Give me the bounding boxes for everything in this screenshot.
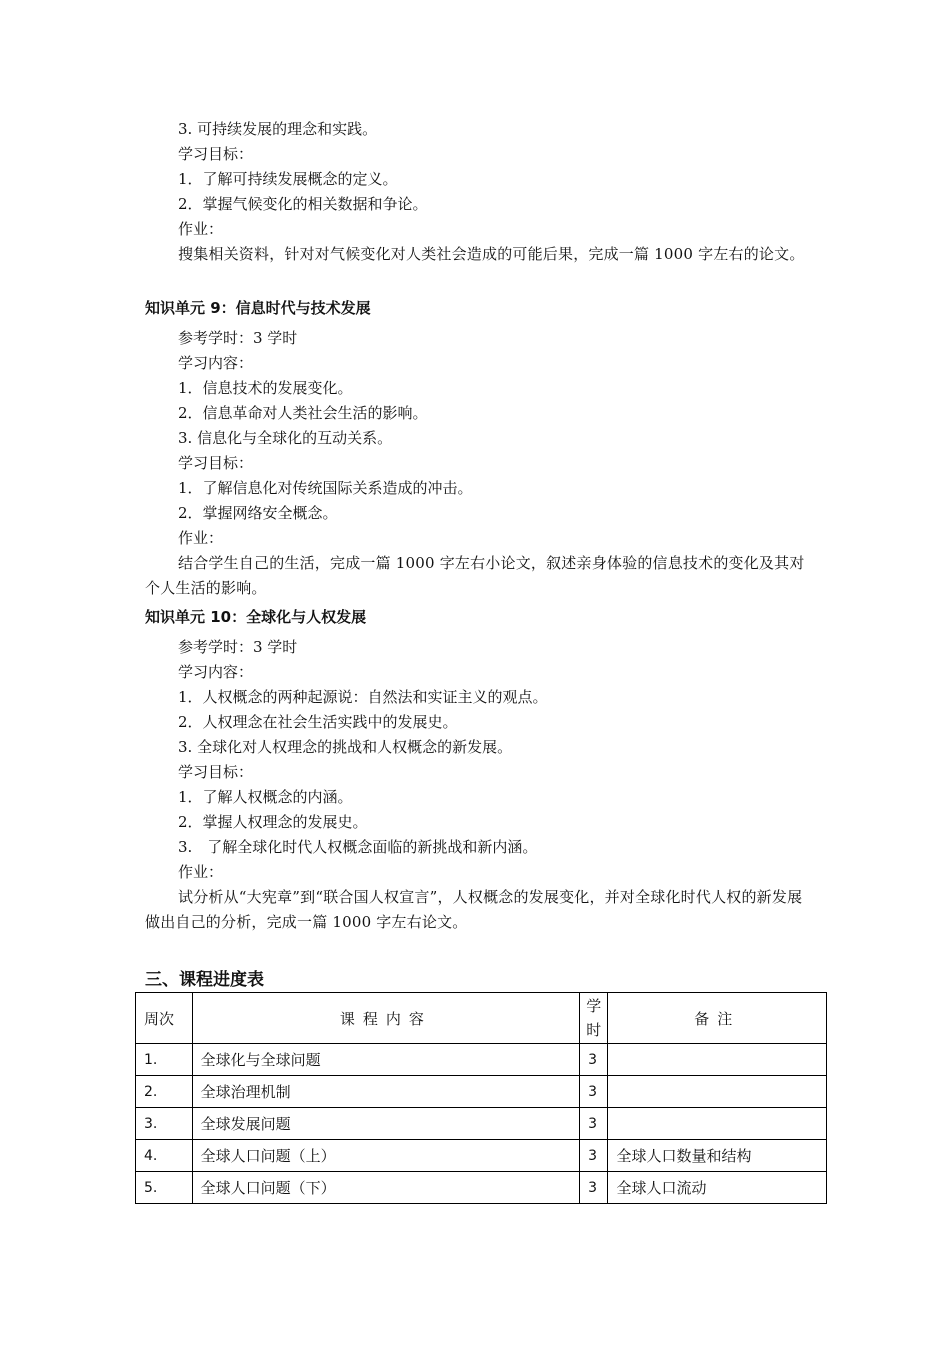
unit10-content-label: 学习内容：: [178, 663, 254, 681]
unit9-homework-label: 作业：: [178, 529, 224, 547]
unit10-title: 知识单元 10：全球化与人权发展: [145, 608, 367, 626]
header-week: 周次: [136, 993, 193, 1044]
unit10-hours: 参考学时：3 学时: [178, 638, 298, 656]
cell-week: 3.: [136, 1108, 193, 1140]
cell-hours: 3: [580, 1076, 608, 1108]
schedule-table: [135, 992, 827, 1204]
unit9-goals-label: 学习目标：: [178, 454, 254, 472]
table-row: [136, 1108, 827, 1140]
cell-notes: [608, 1076, 827, 1108]
unit8-goals-label: 学习目标：: [178, 145, 254, 163]
cell-hours: 3: [580, 1108, 608, 1140]
cell-content: 全球治理机制: [192, 1076, 579, 1108]
unit10-goal-3: 3. 了解全球化时代人权概念面临的新挑战和新内涵。: [178, 838, 538, 856]
unit9-content-item-3: 3. 信息化与全球化的互动关系。: [178, 429, 393, 447]
unit8-content-item-3: 3. 可持续发展的理念和实践。: [178, 120, 378, 138]
cell-week: 5.: [136, 1172, 193, 1204]
unit9-content-item-1: 1．信息技术的发展变化。: [178, 379, 353, 397]
unit10-goal-2: 2．掌握人权理念的发展史。: [178, 813, 368, 831]
unit9-goal-2: 2．掌握网络安全概念。: [178, 504, 338, 522]
cell-notes: [608, 1108, 827, 1140]
header-content: 课程内容: [192, 993, 579, 1044]
unit9-hours: 参考学时：3 学时: [178, 329, 298, 347]
table-header-row: [136, 993, 827, 1044]
cell-week: 2.: [136, 1076, 193, 1108]
cell-week: 4.: [136, 1140, 193, 1172]
unit9-content-item-2: 2．信息革命对人类社会生活的影响。: [178, 404, 428, 422]
unit10-goal-1: 1．了解人权概念的内涵。: [178, 788, 353, 806]
table-row: [136, 1076, 827, 1108]
unit10-goals-label: 学习目标：: [178, 763, 254, 781]
cell-notes: [608, 1044, 827, 1076]
unit9-goal-1: 1．了解信息化对传统国际关系造成的冲击。: [178, 479, 473, 497]
header-hours: 学时: [580, 993, 608, 1044]
cell-hours: 3: [580, 1172, 608, 1204]
unit9-title: 知识单元 9：信息时代与技术发展: [145, 299, 371, 317]
cell-week: 1.: [136, 1044, 193, 1076]
cell-hours: 3: [580, 1044, 608, 1076]
header-notes: 备注: [608, 993, 827, 1044]
unit9-homework-text: 结合学生自己的生活，完成一篇 1000 字左右小论文，叙述亲身体验的信息技术的变化及其对个人生活的影响。: [145, 554, 805, 597]
cell-content: 全球人口问题（上）: [192, 1140, 579, 1172]
table-row: [136, 1172, 827, 1204]
unit9-content-label: 学习内容：: [178, 354, 254, 372]
unit8-homework-text: 搜集相关资料，针对对气候变化对人类社会造成的可能后果，完成一篇 1000 字左右的论文。: [178, 245, 805, 263]
cell-content: 全球人口问题（下）: [192, 1172, 579, 1204]
unit10-content-item-3: 3. 全球化对人权理念的挑战和人权概念的新发展。: [178, 738, 513, 756]
schedule-section-title: 三、课程进度表: [145, 970, 264, 990]
unit10-homework-text: 试分析从“大宪章”到“联合国人权宣言”，人权概念的发展变化，并对全球化时代人权的新发展做出自己的分析，完成一篇 1000 字左右论文。: [145, 888, 803, 931]
unit8-goal-1: 1．了解可持续发展概念的定义。: [178, 170, 398, 188]
cell-content: 全球化与全球问题: [192, 1044, 579, 1076]
table-row: [136, 1140, 827, 1172]
unit8-homework-label: 作业：: [178, 220, 224, 238]
cell-notes: 全球人口流动: [608, 1172, 827, 1204]
cell-hours: 3: [580, 1140, 608, 1172]
unit10-content-item-2: 2．人权理念在社会生活实践中的发展史。: [178, 713, 458, 731]
unit10-homework-label: 作业：: [178, 863, 224, 881]
unit8-goal-2: 2．掌握气候变化的相关数据和争论。: [178, 195, 428, 213]
unit10-content-item-1: 1．人权概念的两种起源说：自然法和实证主义的观点。: [178, 688, 548, 706]
cell-notes: 全球人口数量和结构: [608, 1140, 827, 1172]
table-row: [136, 1044, 827, 1076]
cell-content: 全球发展问题: [192, 1108, 579, 1140]
